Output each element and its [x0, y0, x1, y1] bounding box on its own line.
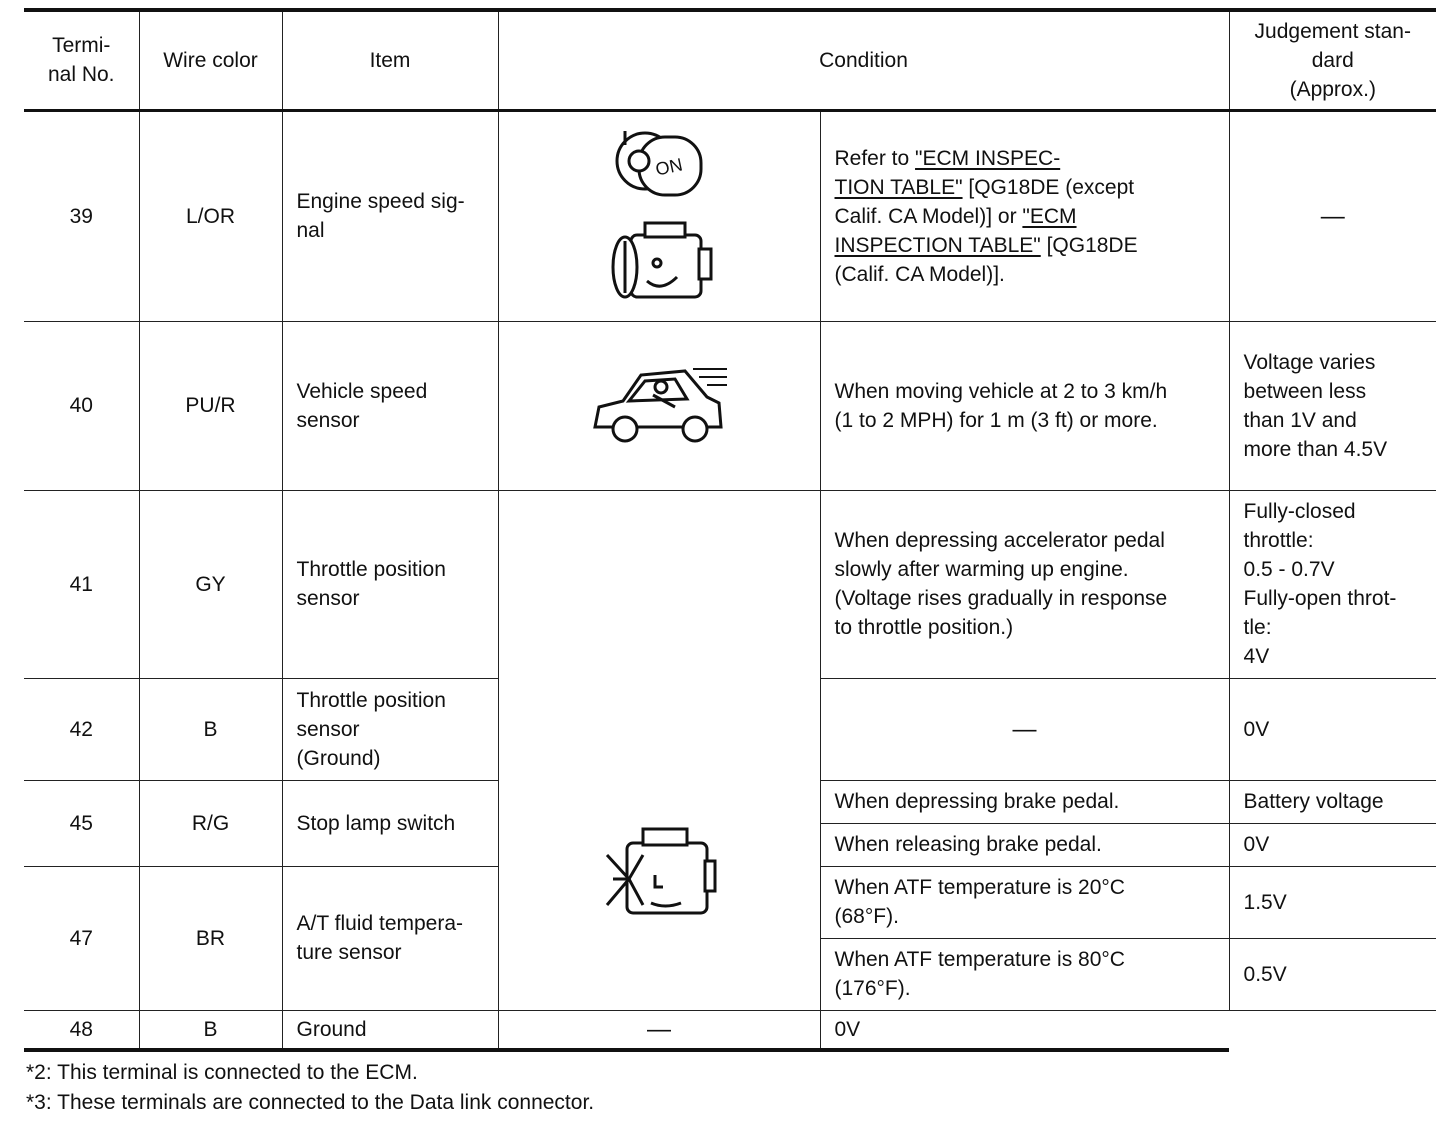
table-row — [24, 490, 1436, 678]
wire-color: L/OR — [139, 110, 282, 321]
item-name: Throttle position sensor (Ground) — [282, 678, 498, 780]
footnote: *2: This terminal is connected to the ECM. — [26, 1061, 418, 1084]
judgement-value: 0V — [820, 1010, 1229, 1050]
condition-icons — [498, 490, 820, 1010]
vehicle-driving-icon — [589, 361, 729, 451]
terminal-no: 42 — [24, 678, 139, 780]
item-name: Ground — [282, 1010, 498, 1050]
table-row — [24, 110, 1436, 321]
judgement-value: 0V — [1229, 678, 1436, 780]
wire-color: PU/R — [139, 321, 282, 490]
condition-icons — [498, 321, 820, 490]
terminal-no: 40 — [24, 321, 139, 490]
engine-running-icon — [599, 825, 719, 925]
judgement-value: 0.5V — [1229, 938, 1436, 1010]
terminal-no: 39 — [24, 110, 139, 321]
condition-text: — — [820, 678, 1229, 780]
wire-color: B — [139, 678, 282, 780]
condition-text: When ATF temperature is 80°C (176°F). — [820, 938, 1229, 1010]
terminal-no: 41 — [24, 490, 139, 678]
ecm-inspection-table-link-calif[interactable]: "ECM INSPECTION TABLE" — [834, 204, 1077, 257]
terminal-spec-table — [24, 8, 1436, 1052]
judgement-value: Voltage varies between less than 1V and more than 4.5V — [1229, 321, 1436, 490]
judgement-value: 1.5V — [1229, 866, 1436, 938]
wire-color: R/G — [139, 780, 282, 866]
wire-color: GY — [139, 490, 282, 678]
condition-text: When releasing brake pedal. — [820, 823, 1229, 866]
table-row — [24, 1010, 1436, 1050]
header-wire-color: Wire color — [139, 10, 282, 110]
ecm-inspection-table-link[interactable]: "ECM INSPEC- TION TABLE" — [834, 146, 1061, 199]
terminal-no: 47 — [24, 866, 139, 1010]
wire-color: BR — [139, 866, 282, 1010]
condition-icons — [498, 110, 820, 321]
judgement-value: — — [1229, 110, 1436, 321]
item-name: Engine speed sig- nal — [282, 110, 498, 321]
header-condition: Condition — [498, 10, 1229, 110]
header-row — [24, 10, 1436, 110]
terminal-no: 48 — [24, 1010, 139, 1050]
condition-text: When ATF temperature is 20°C (68°F). — [820, 866, 1229, 938]
condition-text: When moving vehicle at 2 to 3 km/h (1 to 2 MPH) for 1 m (3 ft) or more. — [820, 321, 1229, 490]
condition-text: Refer to "ECM INSPEC- TION TABLE" [QG18DE (except Calif. CA Model)] or "ECM INSPECTION TABLE" [QG18DE (Calif. CA Model)]. — [820, 110, 1229, 321]
engine-running-icon — [613, 223, 711, 297]
header-judgement: Judgement stan- dard (Approx.) — [1229, 10, 1436, 110]
condition-text: When depressing brake pedal. — [820, 780, 1229, 823]
condition-text: — — [498, 1010, 820, 1050]
footnote: *3: These terminals are connected to the Data link connector. — [26, 1091, 595, 1114]
judgement-value: 0V — [1229, 823, 1436, 866]
condition-text: When depressing accelerator pedal slowly after warming up engine. (Voltage rises gradually in response to throttle position.) — [820, 490, 1229, 678]
wire-color: B — [139, 1010, 282, 1050]
header-item: Item — [282, 10, 498, 110]
item-name: Stop lamp switch — [282, 780, 498, 866]
judgement-value: Battery voltage — [1229, 780, 1436, 823]
ignition-key-on-icon — [599, 121, 719, 311]
item-name: Vehicle speed sensor — [282, 321, 498, 490]
judgement-value: Fully-closed throttle: 0.5 - 0.7V Fully-open throt- tle: 4V — [1229, 490, 1436, 678]
item-name: Throttle position sensor — [282, 490, 498, 678]
terminal-no: 45 — [24, 780, 139, 866]
table-row — [24, 321, 1436, 490]
header-terminal-no: Termi- nal No. — [24, 10, 139, 110]
footnotes — [26, 1058, 594, 1118]
ignition-on-label: ON — [653, 154, 685, 180]
item-name: A/T fluid tempera- ture sensor — [282, 866, 498, 1010]
